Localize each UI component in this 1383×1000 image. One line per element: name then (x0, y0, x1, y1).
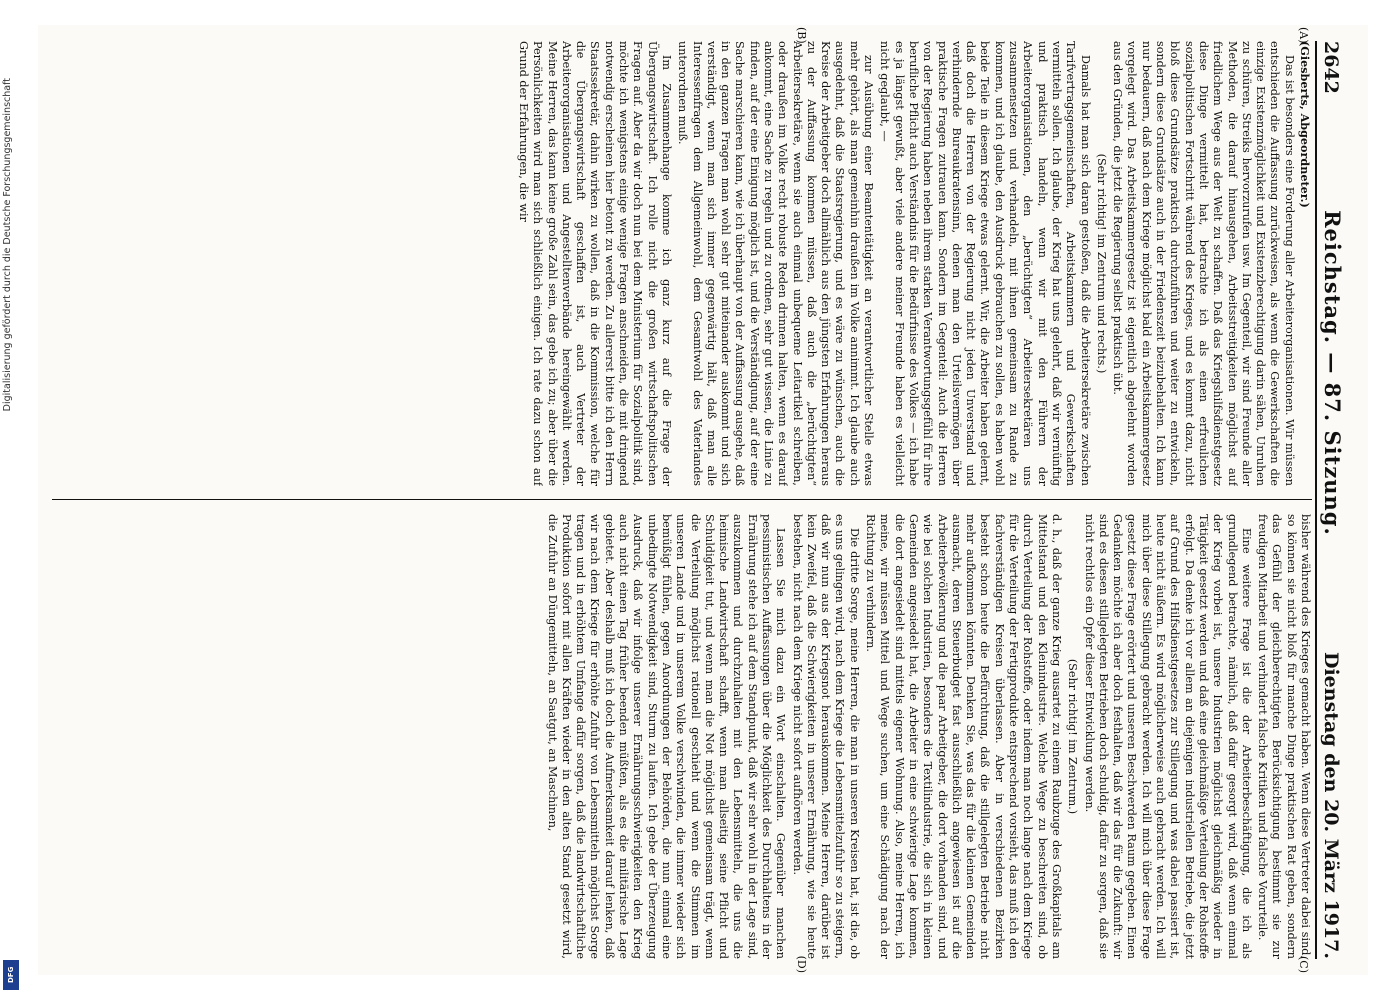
right-column (52, 514, 1312, 959)
digitization-credit (0, 0, 24, 1000)
margin-mark-b: (B) (795, 27, 808, 44)
interjection: (Sehr richtig! im Zentrum und rechts.) (1094, 153, 1108, 374)
page-header (1315, 41, 1350, 959)
dfg-logo: DFG (3, 960, 19, 990)
paragraph: Im Zusammenhange komme ich ganz kurz auf die Frage der Übergangswirtschaft. Ich rolle nicht die großen wirtschaftspolitischen Fragen auf. Aber da wir doch nun bei dem Ministerium für Sozialpolitik sind, möchte ich wenigstens einige wenige Fragen anschneiden, die mit dringend notwendig erscheinen hier betont zu werden. Zu allererst bitte ich den Herrn Staatssekretär, dahin wirken zu wollen, daß in die Kommission, welche für die Übergangswirtschaft geschaffen ist, auch Vertreter der Arbeiterorganisationen und Angestelltenverbände hereingewählt werden. Meine Herren, das kann keine große Zahl sein, das gebe ich zu; aber über die Persönlichkeiten wird man sich schließlich einigen. Ich rate dazu schon auf Grund der Erfahrungen, die wir (516, 41, 673, 486)
margin-mark-c: (C) (1297, 956, 1310, 973)
interjection: (Sehr richtig! im Zentrum.) (1066, 658, 1080, 815)
paragraph: Damals hat man sich daran gestoßen, daß die Arbeitersekretäre zwischen Tarifvertragsgemeinschaften, Arbeitskammern und Gewerkschaften vermitteln sollen. Ich glaube, der Krieg hat uns gelehrt, daß wir vernünftig und praktisch handeln, wenn wir mit den Führern der Arbeiterorganisationen, den „berüchtigten“ Arbeitersekretären uns zusammensetzen und verhandeln, mit ihnen gemeinsam zu Rande zu kommen, und ich glaube, den Ausdruck gebrauchen zu sollen, es haben wohl beide Teile in diesem Kriege etwas gelernt. Wir, die Arbeiter haben gelernt, daß doch die Herren von der Regierung nicht jeden Unverstand und verhindernde Bureaukratensinn, denen man den Urteilsvermögen über praktische Fragen zutrauen kann. Sondern im Gegenteil: Auch die Herren von der Regierung haben neben ihrem starken Verantwortungsgefühl für ihre berufliche Pflicht auch Verständnis für die Bedürfnisse des Volkes — ich habe es ja längst gewußt, aber viele andere meiner Freunde haben es vielleicht nicht geglaubt, — (878, 41, 1092, 486)
paragraph: Lassen Sie mich dazu ein Wort einschalten. Gegenüber manchen pessimistischen Auffassungen über die Möglichkeit des Durchhaltens in der Ernährung stehe ich auf dem Standpunkt, daß wir sehr wohl in der Lage sind, auszukommen und durchzuhalten mit den Lebensmitteln, die uns die heimische Landwirtschaft schafft, wenn man allseitig seine Pflicht und Schuldigkeit tut, und wenn man die Not möglichst gemeinsam trägt, wenn die Verteilung möglichst rationell geschieht und wenn die Stimmen im unseren Lande und in unserem Volke verschwinden, die immer wieder sich bemüßigt fühlen, gegen Anordnungen der Behörden, die nun einmal eine unbedingte Notwendigkeit sind, Sturm zu laufen. Ich gebe der Überzeugung Ausdruck, daß wir infolge unserer Ernährungsschwierigkeiten den Krieg auch nicht einen Tag früher beenden müßten, als es die militärische Lage gebietet. Aber deshalb muß ich doch die Aufmerksamkeit darauf lenken, daß wir nach dem Kriege für erhöhte Zufuhr von Lebensmitteln möglichst Sorge tragen und in erhöhtem Umfange dafür sorgen, daß die landwirtschaftliche Produktion sofort mit allen Kräften wieder in den alten Stand gesetzt wird, die Zufuhr an Düngemitteln, an Saatgut, an Maschinen, (545, 514, 788, 959)
page-title: Reichstag. — 87. Sitzung. (1320, 210, 1345, 536)
page-number: 2642 (1320, 41, 1342, 94)
page-date: Dienstag den 20. März 1917. (1320, 651, 1342, 959)
speaker-label: (Giesberts, Abgeordneter.) (1298, 41, 1312, 208)
paragraph: Die dritte Sorge, meine Herren, die man in unseren Kreisen hat, ist die, ob es uns gelingen wird, nach dem Kriege die Lebensmittelzufuhr so zu steigern, daß wir nun aus der Kriegsnot herauskommen. Meine Herren, darüber ist kein Zweifel, daß die Schwierigkeiten in unserer Ernährung, wie sie heute bestehen, nicht nach dem Kriege nicht sofort aufhören werden. (790, 514, 861, 959)
paragraph: zur Ausübung einer Beamtentätigkeit an verantwortlicher Stelle etwas mehr gehört, als man gemeinhin draußen im Volke annimmt. Ich glaube auch ausgedehnt, daß die Staatsregierung, und es wäre zu wünschen, auch die Kreise der Arbeitgeber doch allmählich aus den jüngsten Erfahrungen heraus zu der Auffassung kommen müssen, daß auch die „berüchtigten“ Arbeitersekretäre, wenn sie auch einmal unbequeme Leitartikel schreiben, oder draußen im Volke recht robuste Reden drinnen halten, wenn es darauf ankommt, eine Sache zu regeln und zu ordnen, sehr gut wissen, die Linie zu finden, auf der eine Einigung möglich ist, und die Verständigung, auf der eine Sache marschieren kann, wie ich überhaupt von der Auffassung ausgehe, daß in den ganzen Fragen man wohl sehr gut miteinander auskommt und sich verständigt, wenn man sich immer gegenwärtig hält, daß man alle Interessenfragen dem Allgemeinwohl, dem Gesamtwohl des Vaterlandes unterordnen muß. (676, 41, 876, 486)
column-divider (52, 499, 1312, 500)
paragraph: Eine weitere Frage ist die der Arbeiterbeschäftigung, die ich als grundlegend betrachte, nämlich, daß dafür gesorgt wird, daß wenn einmal der Krieg vorbei ist, unsere Industrien möglichst gleichmäßig wieder in Tätigkeit gesetzt werden und daß eine gleichmäßige Verteilung der Rohstoffe erfolgt. Da denke ich vor allem an diejenigen industriellen Betriebe, die jetzt auf Grund des Hilfsdienstgesetzes zur Stillegung und was dabei passiert ist, heute nicht äußern. Es wird möglicherweise auch gebracht werden. Ich will mich über diese Stillegung gebracht werden. Ich will mich über diese Frage gesetzt diese Frage erörtert und unseren Beschwerden Raum gegeben. Einen Gedanken möchte ich aber doch festhalten, daß wir das für die Zukunft: wir sind es diesen stillgelegten Betrieben doch schuldig, dafür zu sorgen, daß sie nicht rechtlos ein Opfer dieser Entwicklung werden. (1082, 514, 1253, 959)
paragraph: bisher während des Krieges gemacht haben. Wenn diese Vertreter dabei sind, so können sie nicht bloß für manche Dinge praktischen Rat geben, sondern das Gefühl der gleichberechtigten Berücksichtigung bestimmt sie zur freudigen Mitarbeit und verhindert falsche Kritiken und falsche Vorurteile. (1256, 514, 1312, 959)
margin-mark-a: (A) (1297, 27, 1310, 44)
left-column (52, 41, 1312, 486)
paragraph: Das ist besonders eine Forderung aller Arbeiterorganisationen. Wir müssen entschieden die Auffassung zurückweisen, als wenn die Gewerkschaften die einzige Existenzmöglichkeit und Existenzberechtigung darin sähen, Unruhen zu schüren, Streiks hervorzurufen usw. Im Gegenteil, wir sind Freunde aller Methoden, die darauf hinausgehen, Arbeitsstreitigkeiten möglichst auf friedlichem Wege aus der Welt zu schaffen. Daß das Kriegshilfsdienstgesetz diese Dinge vermittelt hat, betrachte ich als einen erfreulichen sozialpolitischen Fortschritt während des Krieges, und es kommt dazu, nicht bloß diese Grundsätze praktisch durchzuführen und weiter zu entwickeln, sondern diese Grundsätze auch in der Friedenszeit beizubehalten. Ich kann nur bedauern, daß nach dem Kriege möglichst bald ein Arbeitskammergesetz vorgelegt wird. Das Arbeitskammergesetz ist eigentlich abgelehnt worden aus den Gründen, die jetzt die Regierung selbst praktisch übt. (1111, 41, 1296, 486)
newspaper-page (38, 25, 1368, 975)
paragraph: d. h., daß der ganze Krieg ausartet zu einem Raubzuge des Großkapitals am Mittelstand und den Kleinindustrie. Welche Wege zu beschreiten sind, ob durch Verteilung der Rohstoffe, oder indem man noch lange nach dem Kriege für die Verteilung der Fertigprodukte entsprechend vorsieht, das muß ich den fachverständigen Kreisen überlassen. Aber in verschiedenen Bezirken besteht schon heute die Befürchtung, daß die stillgelegten Betriebe nicht mehr aufkommen könnten. Denken Sie, was das für die kleinen Gemeinden ausmacht, deren Steuerbudget fast ausschließlich angewiesen ist auf die Arbeiterbevölkerung und die paar Arbeitgeber, die dort vorhanden sind, und wie bei solchen Industrien, besonders die Textilindustrie, die sich in kleinen Gemeinden angesiedelt hat, die Arbeiter in eine schwierige Lage kommen, die dort angesiedelt sind mittels eigener Wohnung. Also, meine Herren, ich meine, wir müssen Mittel und Wege suchen, um eine Schädigung nach der Richtung zu verhindern. (864, 514, 1063, 959)
credit-text: Digitalisierung gefördert durch die Deutsche Forschungsgemeinschaft (2, 78, 13, 412)
margin-mark-d: (D) (795, 955, 808, 973)
